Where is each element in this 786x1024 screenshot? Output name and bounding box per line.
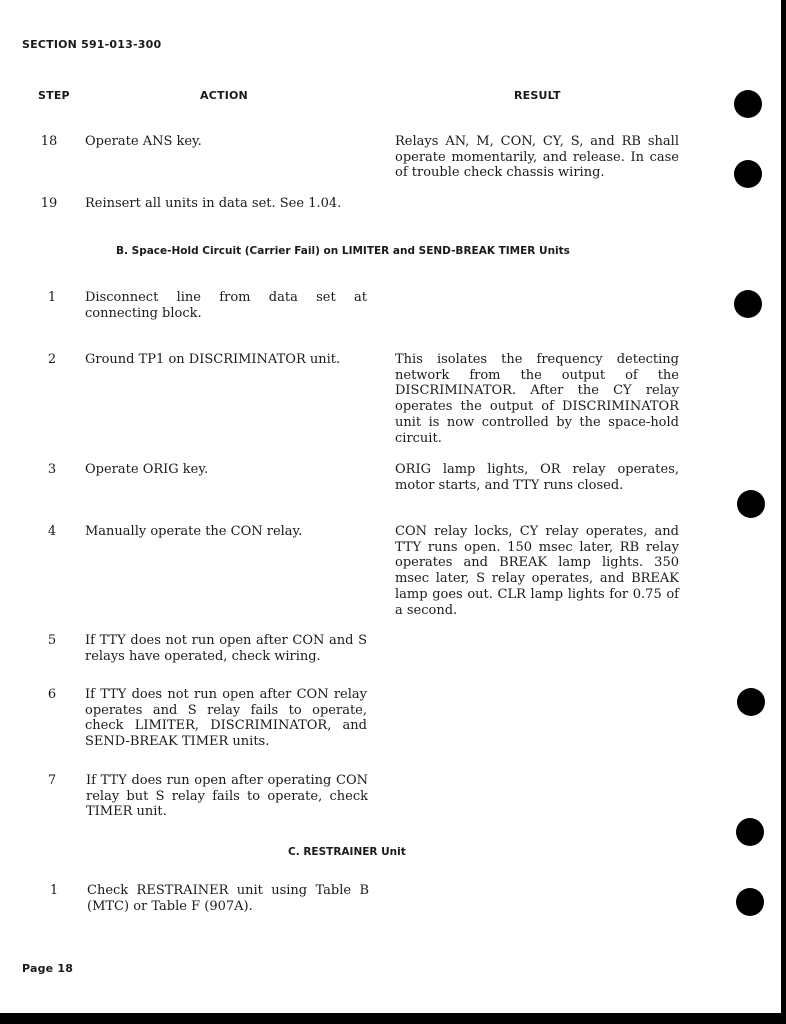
step-number: 19 (40, 196, 58, 211)
column-header-result: RESULT (514, 89, 561, 102)
step-action: If TTY does not run open after CON relay operates and S relay fails to operate, check LIMITER, DISCRIMINATOR, and SEND-BREAK TIMER units. (85, 687, 367, 750)
step-number: 3 (47, 462, 57, 477)
punch-hole (737, 490, 765, 518)
column-header-step: STEP (38, 89, 70, 102)
punch-hole (734, 290, 762, 318)
section-header: SECTION 591-013-300 (22, 38, 162, 51)
step-number: 1 (49, 883, 59, 898)
step-number: 6 (47, 687, 57, 702)
step-number: 2 (47, 352, 57, 367)
step-action: If TTY does not run open after CON and S relays have operated, check wiring. (85, 633, 367, 664)
step-result: This isolates the frequency detecting network from the output of the DISCRIMINATOR. After the CY relay operates the output of DISCRIMINATOR unit is now controlled by the space-hold circuit. (395, 352, 679, 446)
step-action: If TTY does run open after operating CON relay but S relay fails to operate, check TIMER unit. (86, 773, 368, 820)
step-action: Manually operate the CON relay. (85, 524, 303, 539)
page-edge-right (781, 0, 786, 1024)
punch-hole (734, 160, 762, 188)
punch-hole (736, 888, 764, 916)
step-number: 7 (47, 773, 57, 788)
step-action: Reinsert all units in data set. See 1.04. (85, 196, 342, 211)
page-number: Page 18 (22, 962, 74, 975)
section-c-title: C. RESTRAINER Unit (288, 846, 406, 858)
section-b-title: B. Space-Hold Circuit (Carrier Fail) on LIMITER and SEND-BREAK TIMER Units (116, 245, 570, 257)
page-edge-bottom (0, 1013, 786, 1024)
punch-hole (734, 90, 762, 118)
punch-hole (736, 818, 764, 846)
step-action: Operate ANS key. (85, 134, 202, 149)
step-result: CON relay locks, CY relay operates, and TTY runs open. 150 msec later, RB relay operates and BREAK lamp lights. 350 msec later, S relay operates, and BREAK lamp goes out. CLR lamp lights for 0.75 of a second. (395, 524, 679, 618)
step-action: Disconnect line from data set at connecting block. (85, 290, 367, 321)
step-action: Ground TP1 on DISCRIMINATOR unit. (85, 352, 341, 367)
step-number: 5 (47, 633, 57, 648)
step-result: Relays AN, M, CON, CY, S, and RB shall operate momentarily, and release. In case of trouble check chassis wiring. (395, 134, 679, 181)
step-number: 18 (40, 134, 58, 149)
column-header-action: ACTION (200, 89, 248, 102)
step-number: 4 (47, 524, 57, 539)
step-action: Operate ORIG key. (85, 462, 209, 477)
step-number: 1 (47, 290, 57, 305)
punch-hole (737, 688, 765, 716)
step-result: ORIG lamp lights, OR relay operates, motor starts, and TTY runs closed. (395, 462, 679, 493)
step-action: Check RESTRAINER unit using Table B (MTC) or Table F (907A). (87, 883, 369, 914)
